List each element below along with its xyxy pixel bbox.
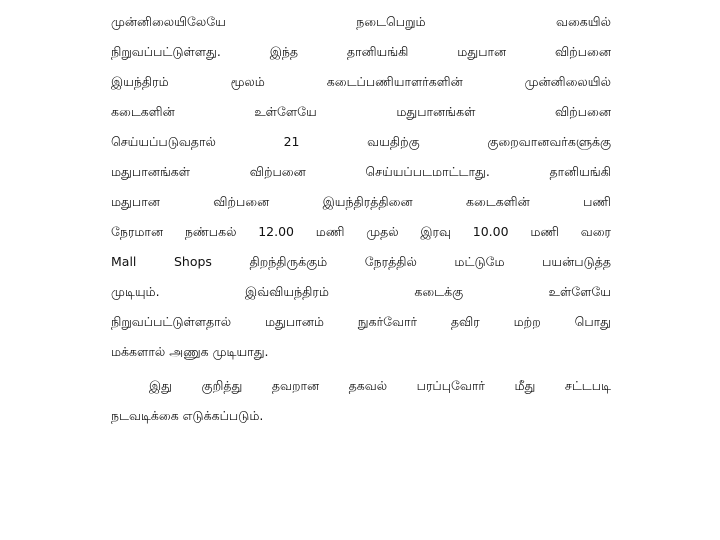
paragraph-1 bbox=[111, 7, 611, 367]
text-line: இயந்திரம் மூலம் கடைப்பணியாளர்களின் முன்னிலையில் bbox=[111, 74, 611, 89]
text-line: முடியும். இவ்வியந்திரம் கடைக்கு உள்ளேயே bbox=[111, 284, 611, 299]
text-line: நடவடிக்கை எடுக்கப்படும். bbox=[111, 408, 264, 423]
text-line: நிறுவப்பட்டுள்ளது. இந்த தானியங்கி மதுபான விற்பனை bbox=[111, 44, 611, 59]
text-line: Mall Shops திறந்திருக்கும் நேரத்தில் மட்டுமே பயன்படுத்த bbox=[111, 254, 611, 269]
text-line: மக்களால் அணுக முடியாது. bbox=[111, 344, 269, 359]
text-line: நிறுவப்பட்டுள்ளதால் மதுபானம் நுகர்வோர் தவிர மற்ற பொது bbox=[111, 314, 611, 329]
document-body bbox=[111, 7, 611, 431]
text-line: மதுபானங்கள் விற்பனை செய்யப்படமாட்டாது. தானியங்கி bbox=[111, 164, 611, 179]
text-line: செய்யப்படுவதால் 21 வயதிற்கு குறைவானவர்களுக்கு bbox=[111, 134, 611, 149]
text-line: நேரமான நண்பகல் 12.00 மணி முதல் இரவு 10.00 மணி வரை bbox=[111, 224, 611, 239]
text-line: கடைகளின் உள்ளேயே மதுபானங்கள் விற்பனை bbox=[111, 104, 611, 119]
text-line: இது குறித்து தவறான தகவல் பரப்புவோர் மீது சட்டபடி bbox=[149, 378, 611, 393]
paragraph-2 bbox=[111, 371, 611, 431]
text-line: முன்னிலையிலேயே நடைபெறும் வகையில் bbox=[111, 14, 611, 29]
text-line: மதுபான விற்பனை இயந்திரத்தினை கடைகளின் பணி bbox=[111, 194, 611, 209]
